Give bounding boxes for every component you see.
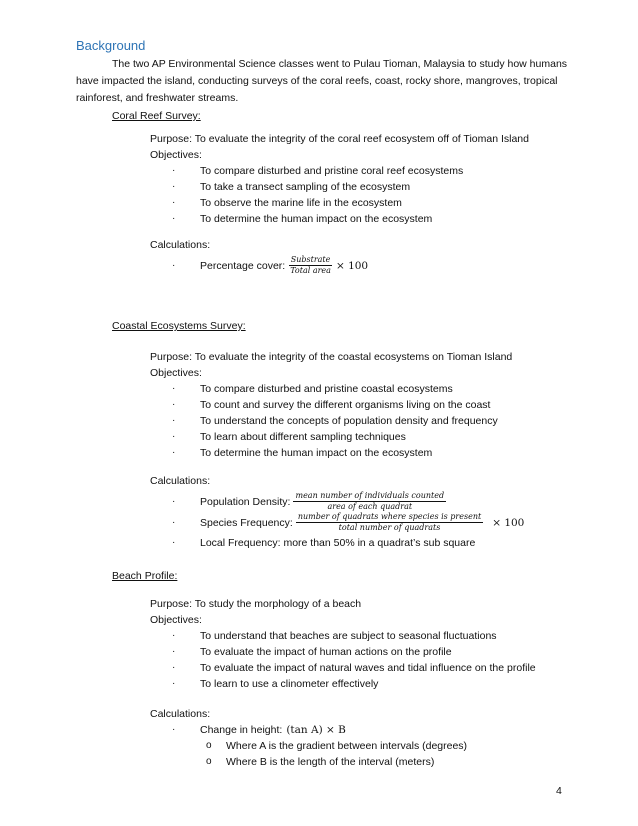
list-item: o Where A is the gradient between intervals (degrees) [206,740,468,752]
sub-bullet-icon: o [206,756,212,767]
list-item: · To count and survey the different organisms living on the coast [150,397,524,413]
coastal-calc-label: Calculations: [150,475,211,487]
page-number: 4 [556,785,562,797]
bullet-icon: · [172,447,176,458]
list-item: · To evaluate the impact of natural waves and tidal influence on the profile [150,660,536,676]
coastal-objectives-label: Objectives: [150,367,202,379]
bullet-icon: · [172,646,176,657]
sub-bullet-icon: o [206,740,212,751]
bullet-icon: · [172,259,176,271]
list-item: · To learn about different sampling techniques [150,429,524,445]
fraction: $\frac{\text{number of quadrats where species is present}}{\text{total number of quadrats}}$ [297,512,482,532]
coastal-block [150,349,524,551]
list-item: o Where B is the length of the interval (meters) [206,756,435,768]
beach-objectives-label: Objectives: [150,614,202,626]
beach-purpose: Purpose: To study the morphology of a beach [150,598,362,610]
beach-calc-label: Calculations: [150,708,211,720]
bullet-icon: · [172,197,176,208]
list-item: · To learn to use a clinometer effectively [150,676,536,692]
coral-title: Coral Reef Survey: [112,110,201,122]
height-formula: · Change in height: (tan A) × B [150,722,536,738]
bullet-icon: · [172,537,176,548]
intro-paragraph [76,56,568,107]
list-item: · To compare disturbed and pristine coastal ecosystems [150,381,524,397]
list-item: · To compare disturbed and pristine coral reef ecosystems [150,163,529,179]
coral-objectives-label: Objectives: [150,149,202,161]
coastal-purpose: Purpose: To evaluate the integrity of the coastal ecosystems on Tioman Island [150,351,513,363]
bullet-icon: · [172,662,176,673]
bullet-icon: · [172,678,176,689]
fraction: $\frac{\text{mean number of individuals counted}}{\text{area of each quadrat}}$ [295,491,445,511]
section-heading: Background [76,38,146,53]
bullet-icon: · [172,431,176,442]
list-item: · To determine the human impact on the ecosystem [150,211,529,227]
coral-block [150,131,529,276]
bullet-icon: · [172,495,176,507]
beach-title: Beach Profile: [112,570,178,582]
frequency-formula: · Species Frequency: $\frac{\text{number of quadrats where species is present}}{\text{total number of quadrats}}$ × 100 [150,512,524,533]
bullet-icon: · [172,383,176,394]
bullet-icon: · [172,399,176,410]
beach-block [150,596,536,770]
coral-calc-label: Calculations: [150,239,211,251]
list-item: · To take a transect sampling of the ecosystem [150,179,529,195]
bullet-icon: · [172,516,176,528]
intro-text: The two AP Environmental Science classes went to Pulau Tioman, Malaysia to study how humans have impacted the island, conducting surveys of the coral reefs, coast, rocky shore, mangroves, tropical rainforest, and freshwater streams. [76,58,568,104]
fraction: $\frac{\text{Substrate}}{\text{Total area}}$ [290,255,331,275]
bullet-icon: · [172,415,176,426]
list-item: · To evaluate the impact of human actions on the profile [150,644,536,660]
list-item: · To observe the marine life in the ecosystem [150,195,529,211]
coastal-title: Coastal Ecosystems Survey: [112,320,246,332]
bullet-icon: · [172,165,176,176]
bullet-icon: · [172,724,176,735]
list-item: · To determine the human impact on the ecosystem [150,445,524,461]
coral-purpose: Purpose: To evaluate the integrity of the coral reef ecosystem off of Tioman Island [150,133,529,145]
list-item: · Local Frequency: more than 50% in a quadrat’s sub square [150,535,524,551]
coral-formula: · Percentage cover: $\frac{\text{Substrate}}{\text{Total area}}$ × 100 [150,255,529,276]
bullet-icon: · [172,630,176,641]
bullet-icon: · [172,213,176,224]
list-item: · To understand the concepts of population density and frequency [150,413,524,429]
list-item: · To understand that beaches are subject to seasonal fluctuations [150,628,536,644]
density-formula: · Population Density: $\frac{\text{mean number of individuals counted}}{\text{area of each quadrat}}$ [150,491,524,512]
bullet-icon: · [172,181,176,192]
